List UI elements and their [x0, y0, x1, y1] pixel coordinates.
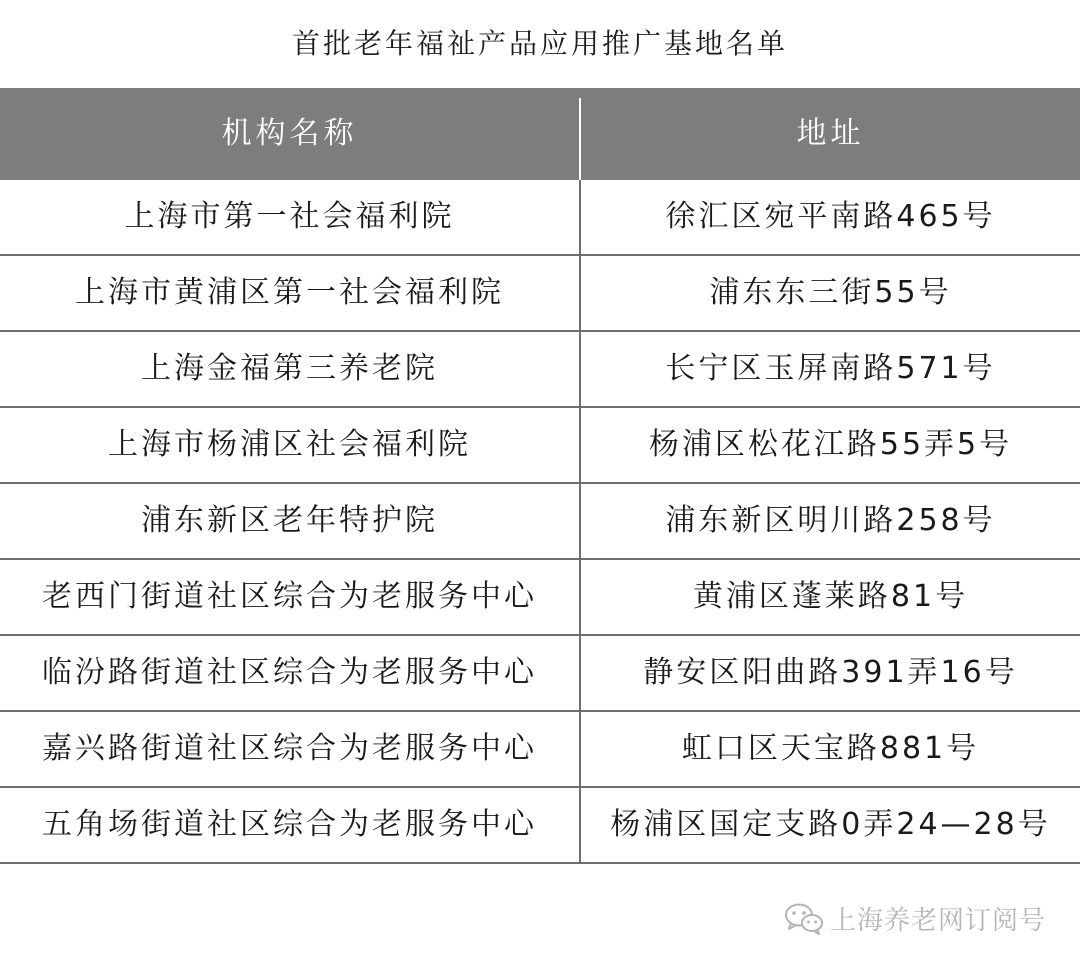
institution-name-cell: 上海金福第三养老院 — [141, 351, 438, 386]
institution-name-cell: 临汾路街道社区综合为老服务中心 — [42, 655, 537, 690]
institution-name-cell: 浦东新区老年特护院 — [141, 503, 438, 538]
institution-name-cell: 上海市第一社会福利院 — [124, 199, 455, 234]
address-cell: 杨浦区国定支路0弄24—28号 — [610, 807, 1051, 842]
watermark — [784, 900, 1046, 937]
table-row — [0, 408, 1080, 484]
address-cell: 静安区阳曲路391弄16号 — [643, 655, 1018, 690]
address-cell: 杨浦区松花江路55弄5号 — [648, 427, 1013, 462]
page-title: 首批老年福祉产品应用推广基地名单 — [291, 27, 788, 60]
wechat-icon — [784, 902, 824, 936]
watermark-text: 上海养老网订阅号 — [829, 906, 1046, 936]
table-row — [0, 332, 1080, 408]
address-cell: 浦东东三街55号 — [709, 275, 952, 310]
header-institution-name: 机构名称 — [221, 116, 358, 151]
institution-name-cell: 上海市杨浦区社会福利院 — [108, 427, 471, 462]
address-cell: 徐汇区宛平南路465号 — [665, 199, 996, 234]
address-cell: 长宁区玉屏南路571号 — [665, 351, 996, 386]
table-row — [0, 256, 1080, 332]
table-row — [0, 788, 1080, 864]
institution-name-cell: 五角场街道社区综合为老服务中心 — [42, 807, 537, 842]
table-body — [0, 180, 1080, 864]
institution-name-cell: 上海市黄浦区第一社会福利院 — [75, 275, 504, 310]
table-row — [0, 484, 1080, 560]
address-cell: 浦东新区明川路258号 — [665, 503, 996, 538]
table-header — [0, 88, 1080, 180]
address-cell: 黄浦区蓬莱路81号 — [692, 579, 969, 614]
table-row — [0, 180, 1080, 256]
header-address: 地址 — [796, 116, 865, 151]
institution-name-cell: 嘉兴路街道社区综合为老服务中心 — [42, 731, 537, 766]
institution-name-cell: 老西门街道社区综合为老服务中心 — [42, 579, 537, 614]
table-row — [0, 712, 1080, 788]
table-row — [0, 636, 1080, 712]
table-row — [0, 560, 1080, 636]
institution-table — [0, 88, 1080, 864]
address-cell: 虹口区天宝路881号 — [681, 731, 980, 766]
